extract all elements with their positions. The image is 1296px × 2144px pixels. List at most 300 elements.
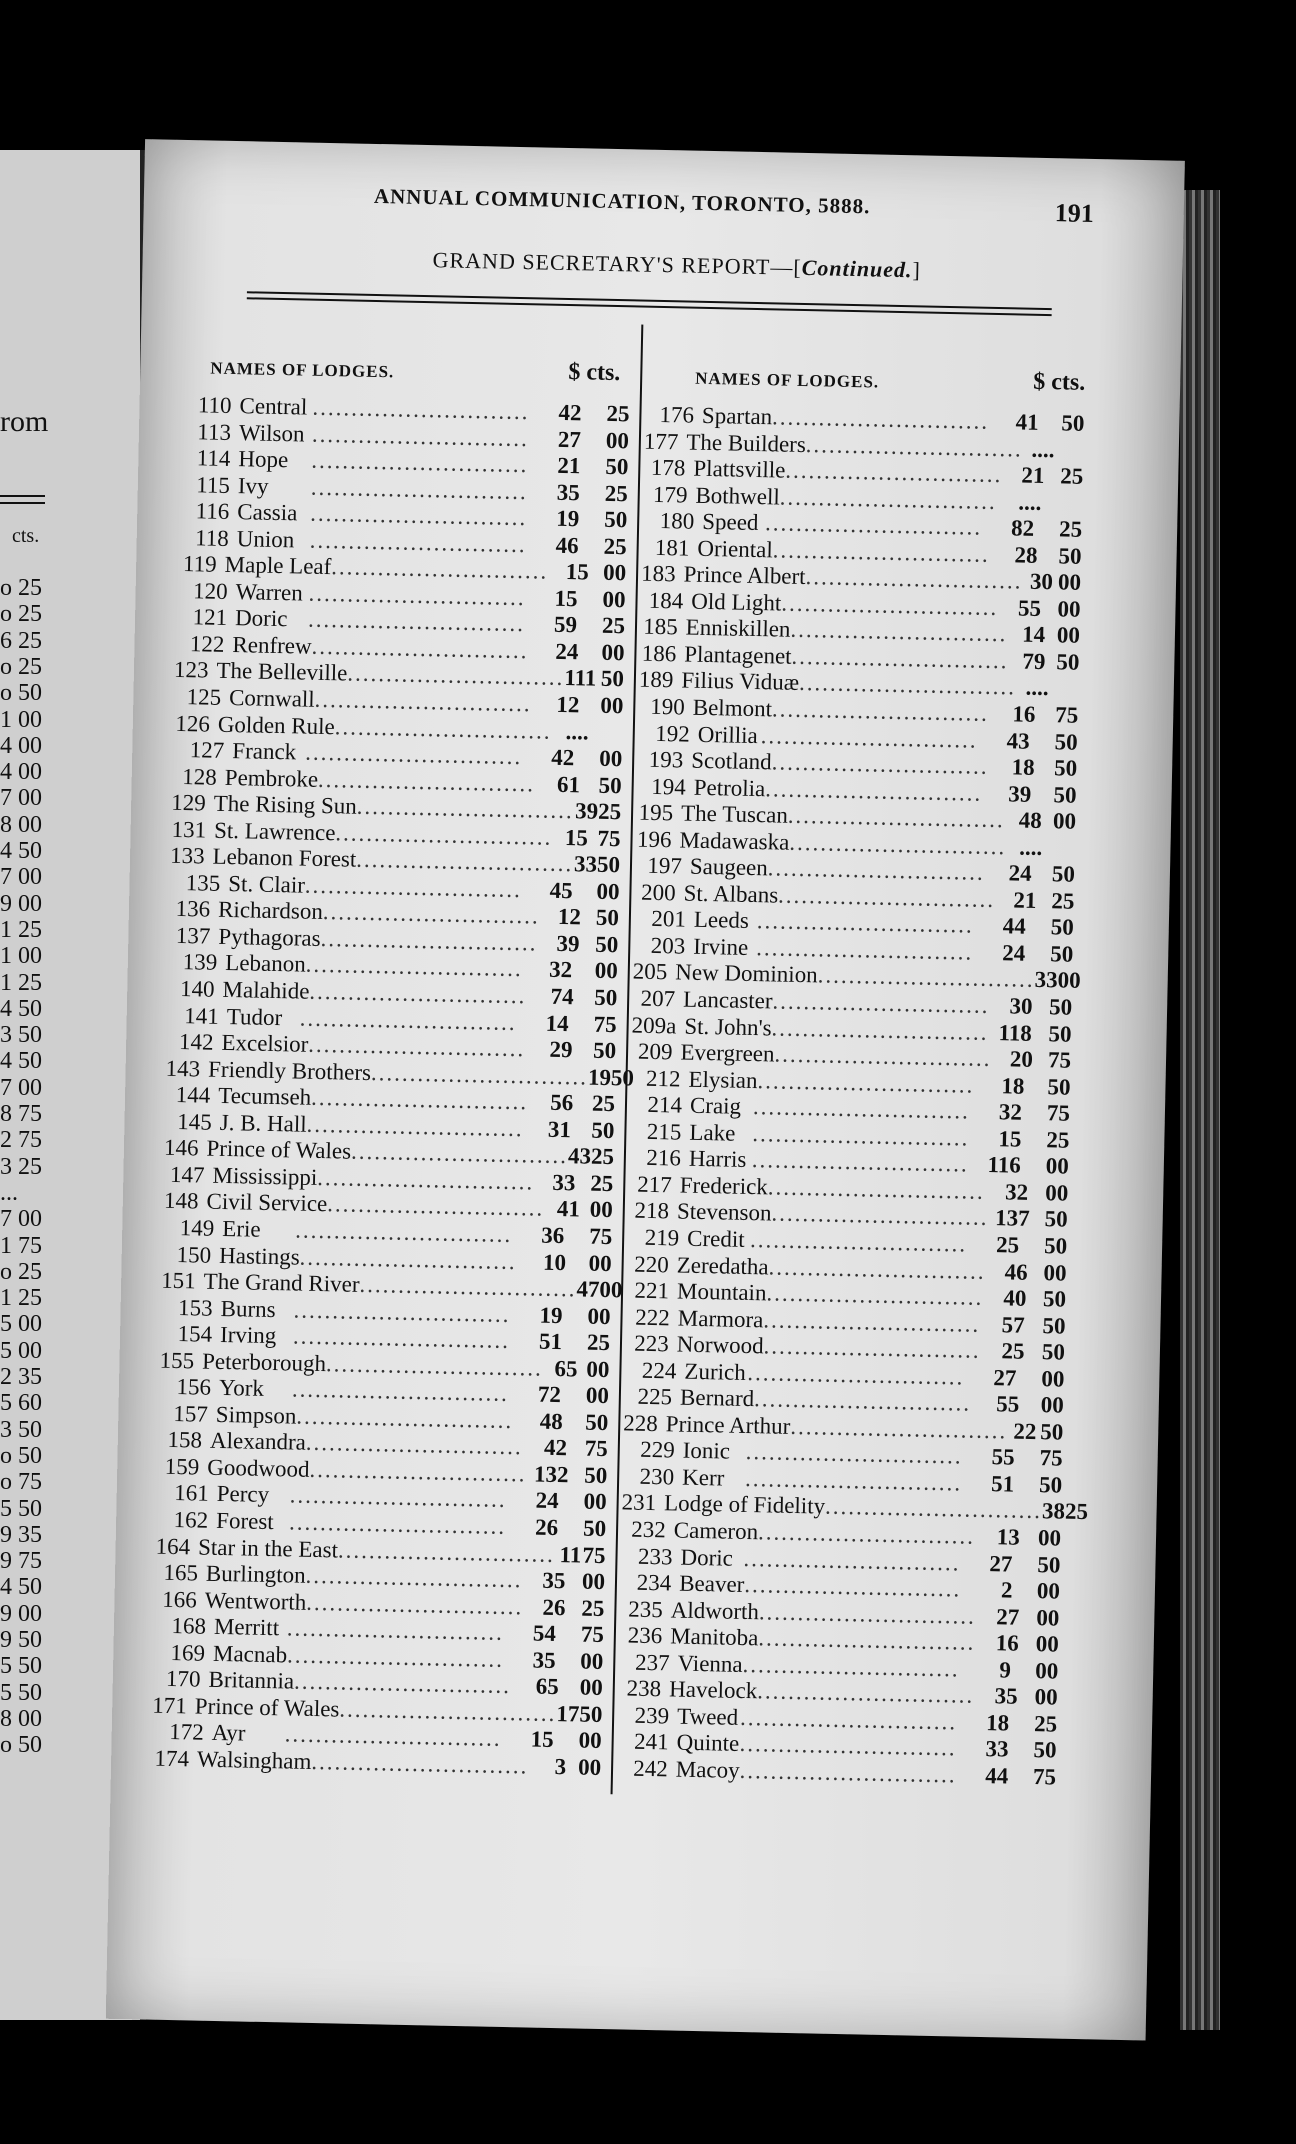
lodge-cents: 00 — [581, 1568, 606, 1595]
dot-leader: ............................ — [305, 739, 523, 770]
lodge-name: Frederick — [679, 1172, 769, 1200]
lodge-cents: 00 — [599, 1276, 623, 1303]
page-edge — [1180, 190, 1220, 2030]
dot-leader: ............................ — [288, 1509, 507, 1539]
dot-leader: ............................ — [293, 1668, 512, 1699]
facing-page-amount: 7 00 — [0, 1206, 42, 1233]
facing-page-rule — [0, 502, 45, 504]
lodge-cents: 00 — [579, 1674, 604, 1701]
lodge-number: 123 — [173, 657, 209, 684]
lodge-name: Spartan — [701, 402, 773, 430]
lodge-name: Prince of Wales — [194, 1693, 340, 1722]
names-header: NAMES OF LODGES. — [210, 358, 395, 382]
lodge-number: 139 — [182, 949, 218, 976]
lodge-dollars: .... — [565, 718, 589, 745]
document-page — [106, 139, 1185, 2040]
lodge-number: 190 — [650, 693, 686, 720]
lodge-cents: 00 — [1036, 1604, 1060, 1631]
lodge-name: Richardson — [217, 897, 324, 925]
lodge-name: Tudor — [226, 1003, 283, 1030]
lodge-dollars: 16 — [1012, 701, 1036, 727]
lodge-cents — [1049, 696, 1079, 697]
lodge-cents: 75 — [588, 1223, 613, 1250]
lodge-number: 215 — [646, 1118, 682, 1145]
lodge-name: Beaver — [678, 1570, 745, 1598]
lodge-cents: 75 — [582, 1542, 606, 1568]
lodge-dollars: 118 — [998, 1019, 1032, 1046]
lodge-dollars: 30 — [1029, 569, 1054, 595]
dot-leader: ............................ — [359, 1271, 577, 1302]
facing-page-amount: o 75 — [0, 1469, 42, 1496]
lodge-number: 177 — [643, 428, 679, 454]
lodge-name: Belmont — [692, 694, 773, 722]
dot-leader: ............................ — [768, 1253, 986, 1284]
lodge-cents: 50 — [585, 1409, 609, 1435]
lodge-dollars: 21 — [1021, 462, 1045, 489]
lodge-dollars: 15 — [554, 585, 578, 612]
dot-leader: ............................ — [757, 1519, 976, 1549]
lodge-name: Tecumseh — [218, 1083, 312, 1111]
facing-page-amount: 1 25 — [0, 1285, 42, 1312]
facing-page-amount: 5 50 — [0, 1679, 42, 1706]
facing-page-amount: 3 50 — [0, 1022, 42, 1049]
lodge-cents: 00 — [1040, 1392, 1065, 1418]
lodge-cents: 00 — [602, 586, 626, 613]
lodge-name: Friendly Brothers — [207, 1056, 372, 1085]
lodge-dollars: 39 — [1008, 780, 1032, 807]
lodge-number: 121 — [192, 604, 228, 631]
lodge-name: Kerr — [681, 1464, 725, 1491]
dot-leader: ............................ — [335, 820, 553, 850]
dot-leader: ............................ — [299, 1005, 517, 1035]
lodge-number: 219 — [644, 1224, 680, 1251]
lodge-cents: 50 — [1053, 755, 1078, 781]
lodge-dollars: 3 — [554, 1753, 567, 1780]
lodge-name: Peterborough — [201, 1348, 327, 1376]
lodge-dollars: .... — [1031, 436, 1055, 462]
lodge-number: 169 — [170, 1639, 206, 1666]
lodge-cents: 75 — [1047, 1047, 1072, 1073]
dot-leader: ............................ — [320, 925, 538, 956]
lodge-name: Goodwood — [207, 1454, 310, 1482]
lodge-dollars: 61 — [556, 771, 581, 798]
lodge-name: Bernard — [679, 1384, 755, 1412]
lodge-number: 205 — [632, 958, 668, 985]
lodge-name: Petrolia — [693, 774, 766, 801]
lodge-name: Lebanon — [225, 950, 307, 978]
dot-leader: ............................ — [284, 1721, 502, 1752]
lodge-cents — [589, 739, 623, 740]
lodge-name: Percy — [216, 1481, 270, 1508]
lodge-cents: 75 — [593, 1011, 617, 1037]
dot-leader: ............................ — [758, 1598, 977, 1629]
lodge-dollars: 18 — [985, 1709, 1010, 1736]
lodge-number: 166 — [161, 1586, 198, 1613]
facing-page-amount: 8 75 — [0, 1101, 42, 1127]
lodge-number: 221 — [634, 1277, 670, 1304]
lodge-name: Walsingham — [196, 1746, 312, 1774]
dot-leader: ............................ — [805, 431, 1024, 462]
lodge-name: St. Clair — [228, 870, 306, 898]
lodge-dollars: 55 — [996, 1391, 1020, 1417]
lodge-number: 149 — [179, 1215, 215, 1241]
lodge-number: 174 — [154, 1745, 190, 1772]
facing-page-amount: 2 75 — [0, 1127, 42, 1154]
dot-leader: ............................ — [322, 899, 541, 929]
dot-leader: ............................ — [753, 1386, 972, 1416]
lodge-number: 158 — [167, 1427, 203, 1453]
lodge-dollars: 43 — [567, 1143, 592, 1169]
dot-leader: ............................ — [752, 1120, 970, 1151]
dot-leader: ............................ — [781, 590, 999, 620]
lodge-name: Lancaster — [682, 986, 773, 1014]
lodge-name: St. John's — [684, 1013, 772, 1041]
lodge-dollars: 79 — [1022, 648, 1046, 674]
lodge-dollars: 48 — [1018, 807, 1043, 834]
facing-page-amount: 4 50 — [0, 995, 42, 1022]
lodge-name: Scotland — [690, 747, 772, 775]
facing-page-rule — [0, 495, 45, 497]
lodge-name: Wilson — [238, 419, 305, 447]
lodge-dollars: 32 — [548, 957, 573, 983]
lodge-dollars: 15 — [565, 559, 590, 585]
lodge-cents: 50 — [595, 931, 619, 958]
lodge-number: 146 — [163, 1135, 199, 1161]
running-head: ANNUAL COMMUNICATION, TORONTO, 5888. — [373, 183, 871, 219]
lodge-dollars: 11 — [559, 1541, 582, 1568]
lodge-dollars: 28 — [1014, 542, 1038, 568]
dot-leader: ............................ — [312, 394, 530, 425]
lodge-name: Lebanon Forest — [212, 843, 357, 872]
lodge-cents: 75 — [1046, 1100, 1071, 1126]
dot-leader: ............................ — [286, 1615, 505, 1646]
lodge-dollars: 35 — [994, 1683, 1018, 1709]
facing-page-amount: 3 50 — [0, 1416, 42, 1443]
lodge-dollars: 54 — [532, 1620, 557, 1647]
lodge-number: 241 — [633, 1729, 669, 1755]
facing-page-amount: 6 25 — [0, 627, 42, 654]
dot-leader: ............................ — [771, 1015, 989, 1045]
dot-leader: ............................ — [766, 1280, 984, 1310]
lodge-dollars: 35 — [556, 479, 581, 505]
lodge-cents: 75 — [1055, 702, 1079, 728]
lodge-dollars: 33 — [552, 1169, 576, 1196]
dot-leader: ............................ — [774, 1041, 992, 1072]
lodge-cents: 50 — [593, 984, 618, 1011]
lodge-number: 133 — [169, 843, 205, 869]
lodge-name: Star in the East — [197, 1534, 339, 1562]
lodge-number: 222 — [635, 1304, 671, 1330]
lodge-dollars: 12 — [557, 904, 582, 930]
dot-leader: ............................ — [791, 643, 1009, 674]
lodge-name: Plattsville — [693, 455, 786, 483]
dot-leader: ............................ — [771, 749, 989, 780]
dot-leader: ............................ — [305, 1562, 523, 1593]
lodge-dollars: 27 — [557, 426, 582, 452]
lodge-number: 168 — [171, 1613, 207, 1639]
lodge-name: Ayr — [211, 1720, 246, 1746]
facing-page-amount: o 50 — [0, 1442, 42, 1469]
lodge-name: Speed — [701, 509, 759, 536]
lodge-number: 214 — [647, 1092, 683, 1118]
dot-leader: ............................ — [314, 686, 532, 717]
dot-leader: ............................ — [790, 1413, 1008, 1444]
dot-leader: ............................ — [779, 484, 998, 514]
lodge-cents: 25 — [601, 613, 626, 639]
dot-leader: ............................ — [758, 1625, 976, 1655]
facing-page-amount: 7 00 — [0, 1074, 42, 1101]
dot-leader: ............................ — [305, 952, 523, 982]
lodge-dollars: 18 — [1001, 1072, 1025, 1099]
facing-page-amount: 1 75 — [0, 1232, 42, 1259]
lodge-dollars: 42 — [543, 1435, 568, 1461]
dot-leader: ............................ — [739, 1731, 957, 1761]
lodge-number: 189 — [638, 667, 674, 693]
lodge-dollars: 19 — [539, 1302, 563, 1328]
lodge-dollars: 72 — [537, 1381, 562, 1408]
lodge-name: Elysian — [688, 1066, 758, 1093]
dot-leader: ............................ — [356, 793, 575, 824]
dot-leader: ............................ — [337, 1536, 556, 1567]
lodge-number: 239 — [634, 1702, 670, 1729]
lodge-name: Franck — [232, 738, 297, 765]
lodge-dollars: 137 — [994, 1205, 1030, 1232]
lodge-dollars: 111 — [564, 665, 597, 692]
report-title-close: ] — [912, 257, 922, 283]
lodge-dollars: 51 — [990, 1471, 1015, 1497]
dot-leader: ............................ — [777, 882, 996, 912]
lodge-dollars: 74 — [550, 983, 574, 1010]
dot-leader: ............................ — [310, 474, 529, 504]
lodge-number: 154 — [177, 1321, 213, 1347]
facing-page-cts: cts. — [12, 525, 40, 547]
lodge-dollars: 15 — [564, 824, 589, 851]
lodge-cents: 50 — [1047, 1073, 1071, 1100]
lodge-number: 143 — [165, 1055, 201, 1082]
lodge-dollars: 21 — [1013, 887, 1037, 913]
lodge-dollars: 132 — [533, 1461, 569, 1488]
lodge-dollars: 20 — [1009, 1046, 1034, 1073]
dot-leader: ............................ — [824, 1494, 1043, 1524]
lodge-cents: 50 — [605, 453, 629, 480]
lodge-dollars: 25 — [995, 1232, 1020, 1258]
lodge-name: Prince Arthur — [665, 1411, 791, 1439]
lodge-dollars: 9 — [999, 1657, 1012, 1683]
lodge-cents: 00 — [586, 1356, 610, 1382]
lodge-number: 200 — [640, 879, 676, 906]
lodge-number: 122 — [189, 631, 225, 657]
lodge-cents: 50 — [596, 852, 621, 878]
lodge-number: 186 — [641, 640, 677, 667]
lodge-number: 161 — [174, 1480, 210, 1507]
dot-leader: ............................ — [311, 1748, 529, 1779]
lodge-cents: 50 — [600, 666, 625, 692]
lodge-dollars: 24 — [535, 1488, 559, 1514]
lodge-cents: 00 — [596, 878, 620, 905]
facing-page-amount: 1 00 — [0, 943, 42, 970]
dot-leader: ............................ — [308, 580, 526, 611]
lodge-cents: 00 — [577, 1754, 602, 1780]
lodge-cents: 25 — [590, 1143, 615, 1170]
dot-leader: ............................ — [311, 633, 529, 664]
facing-page-amount: 4 50 — [0, 1048, 42, 1075]
dot-leader: ............................ — [798, 670, 1017, 700]
lodge-dollars: 56 — [550, 1090, 574, 1116]
lodge-name: Lake — [689, 1119, 736, 1146]
lodge-number: 197 — [647, 853, 683, 879]
facing-page-amount: 1 25 — [0, 969, 42, 996]
lodge-dollars: 33 — [573, 851, 598, 878]
lodge-dollars: .... — [1018, 489, 1042, 515]
lodge-cents: 00 — [1035, 1631, 1060, 1657]
lodge-number: 209a — [631, 1012, 677, 1039]
amount-header: $ cts. — [568, 359, 621, 387]
lodge-number: 116 — [195, 498, 230, 525]
dot-leader: ............................ — [311, 421, 530, 451]
lodge-cents: 50 — [1056, 649, 1080, 675]
facing-page-amount: 2 35 — [0, 1364, 42, 1390]
lodge-cents: 25 — [590, 1170, 614, 1197]
lodge-cents: 75 — [1039, 1445, 1063, 1471]
lodge-dollars: 41 — [1015, 409, 1039, 435]
dot-leader: ............................ — [305, 1430, 524, 1460]
dot-leader: ............................ — [744, 1465, 963, 1496]
dot-leader: ............................ — [306, 1589, 524, 1619]
lodge-name: J. B. Hall — [219, 1109, 307, 1137]
lodge-dollars: 15 — [998, 1125, 1022, 1152]
lodge-dollars: 51 — [538, 1328, 563, 1355]
dot-leader: ............................ — [309, 978, 527, 1009]
report-title — [432, 247, 921, 283]
dot-leader: ............................ — [347, 660, 565, 691]
lodge-dollars: 57 — [1001, 1311, 1025, 1338]
lodge-number: 209 — [637, 1038, 673, 1065]
lodge-dollars: 16 — [995, 1630, 1020, 1656]
lodge-cents: 50 — [591, 1117, 615, 1143]
lodge-dollars: 39 — [556, 930, 580, 957]
facing-page-amount: 9 35 — [0, 1521, 42, 1548]
lodge-name: Renfrew — [232, 631, 312, 659]
dot-leader: ............................ — [757, 1067, 975, 1098]
dot-leader: ............................ — [817, 962, 1035, 993]
dot-leader: ............................ — [331, 554, 549, 584]
lodge-number: 181 — [654, 534, 690, 561]
lodge-number: 127 — [189, 737, 225, 764]
lodge-number: 159 — [164, 1453, 200, 1480]
lodge-number: 212 — [645, 1065, 681, 1092]
lodge-number: 129 — [170, 790, 206, 816]
names-header: NAMES OF LODGES. — [695, 368, 880, 392]
report-title-text: GRAND SECRETARY'S REPORT—[ — [432, 247, 802, 280]
facing-page-amount: 3 25 — [0, 1153, 42, 1180]
dot-leader: ............................ — [765, 775, 983, 806]
lodge-name: St. Lawrence — [213, 817, 336, 845]
lodge-cents: 50 — [1044, 1206, 1068, 1233]
lodge-name: Filius Viduæ — [681, 667, 800, 696]
lodge-dollars: 18 — [1011, 754, 1035, 780]
lodge-cents: 50 — [1038, 1472, 1063, 1498]
dot-leader: ............................ — [326, 1191, 545, 1222]
lodge-name: Pembroke — [224, 764, 319, 792]
lodge-name: Irvine — [693, 933, 749, 960]
lodge-cents: 50 — [1042, 1312, 1066, 1339]
lodge-cents: 50 — [603, 506, 628, 533]
lodge-dollars: 42 — [550, 744, 575, 771]
facing-page-amount: 8 00 — [0, 811, 42, 838]
dot-leader: ............................ — [764, 510, 983, 540]
lodge-cents: 25 — [606, 400, 630, 427]
lodge-name: Burlington — [205, 1560, 306, 1588]
lodge-dollars: 32 — [1004, 1179, 1029, 1205]
lodge-cents: 75 — [580, 1621, 605, 1648]
lodges-column-left — [151, 330, 635, 1782]
facing-page-amount: o 25 — [0, 601, 42, 628]
dot-leader: ............................ — [771, 1200, 989, 1231]
lodge-name: Lodge of Fidelity — [663, 1490, 826, 1520]
facing-page-amount: 7 00 — [0, 864, 42, 891]
lodge-dollars: 26 — [542, 1594, 566, 1620]
lodge-cents: 50 — [592, 1037, 617, 1064]
facing-page-amount: o 50 — [0, 680, 42, 707]
lodge-name: Norwood — [676, 1331, 764, 1359]
dot-leader: ............................ — [295, 1217, 513, 1247]
lodge-cents: 25 — [604, 480, 629, 506]
dot-leader: ............................ — [771, 696, 990, 726]
lodge-cents: 00 — [1037, 1525, 1062, 1551]
lodge-dollars: 65 — [535, 1673, 560, 1700]
facing-page-amount: 1 00 — [0, 706, 42, 733]
dot-leader: ............................ — [743, 1545, 961, 1576]
facing-page-amount: 4 00 — [0, 732, 42, 759]
lodge-cents: 50 — [1041, 1339, 1066, 1365]
lodge-cents: 50 — [1048, 994, 1073, 1020]
dot-leader: ............................ — [310, 500, 528, 531]
lodge-name: Ivy — [237, 472, 269, 499]
lodge-cents: 50 — [1037, 1551, 1061, 1578]
lodge-name: Zurich — [684, 1358, 746, 1385]
lodge-cents: 50 — [610, 1064, 635, 1091]
lodge-number: 196 — [636, 826, 672, 853]
lodge-number: 232 — [631, 1516, 667, 1543]
lodge-name: Oriental — [697, 535, 774, 563]
lodge-number: 236 — [627, 1622, 663, 1649]
column-header — [645, 340, 1086, 397]
lodge-number: 113 — [197, 418, 232, 445]
lodge-cents: 50 — [1053, 781, 1077, 808]
lodge-name: Forest — [215, 1507, 274, 1535]
lodge-dollars: 30 — [1009, 993, 1033, 1019]
lodge-name: Aldworth — [670, 1597, 760, 1624]
lodge-name: Madawaska — [679, 827, 790, 855]
dot-leader: ............................ — [739, 1704, 958, 1735]
lodge-dollars: 33 — [1034, 967, 1058, 993]
lodge-dollars: 10 — [542, 1249, 567, 1275]
dot-leader: ............................ — [350, 1138, 569, 1169]
lodge-cents: 00 — [605, 427, 630, 453]
lodge-dollars: 59 — [553, 612, 578, 638]
lodge-name: Old Light — [691, 588, 782, 616]
lodge-dollars: 13 — [996, 1524, 1021, 1550]
lodge-cents: 00 — [587, 1303, 611, 1329]
dot-leader: ............................ — [756, 935, 974, 965]
lodge-number: 148 — [163, 1188, 199, 1214]
dot-leader: ............................ — [757, 1678, 975, 1709]
lodge-number: 150 — [176, 1241, 212, 1268]
lodge-cents: 50 — [1050, 914, 1075, 941]
lodge-number: 170 — [165, 1666, 201, 1692]
dot-leader: ............................ — [763, 1306, 981, 1337]
lodge-dollars: 25 — [1001, 1338, 1025, 1364]
